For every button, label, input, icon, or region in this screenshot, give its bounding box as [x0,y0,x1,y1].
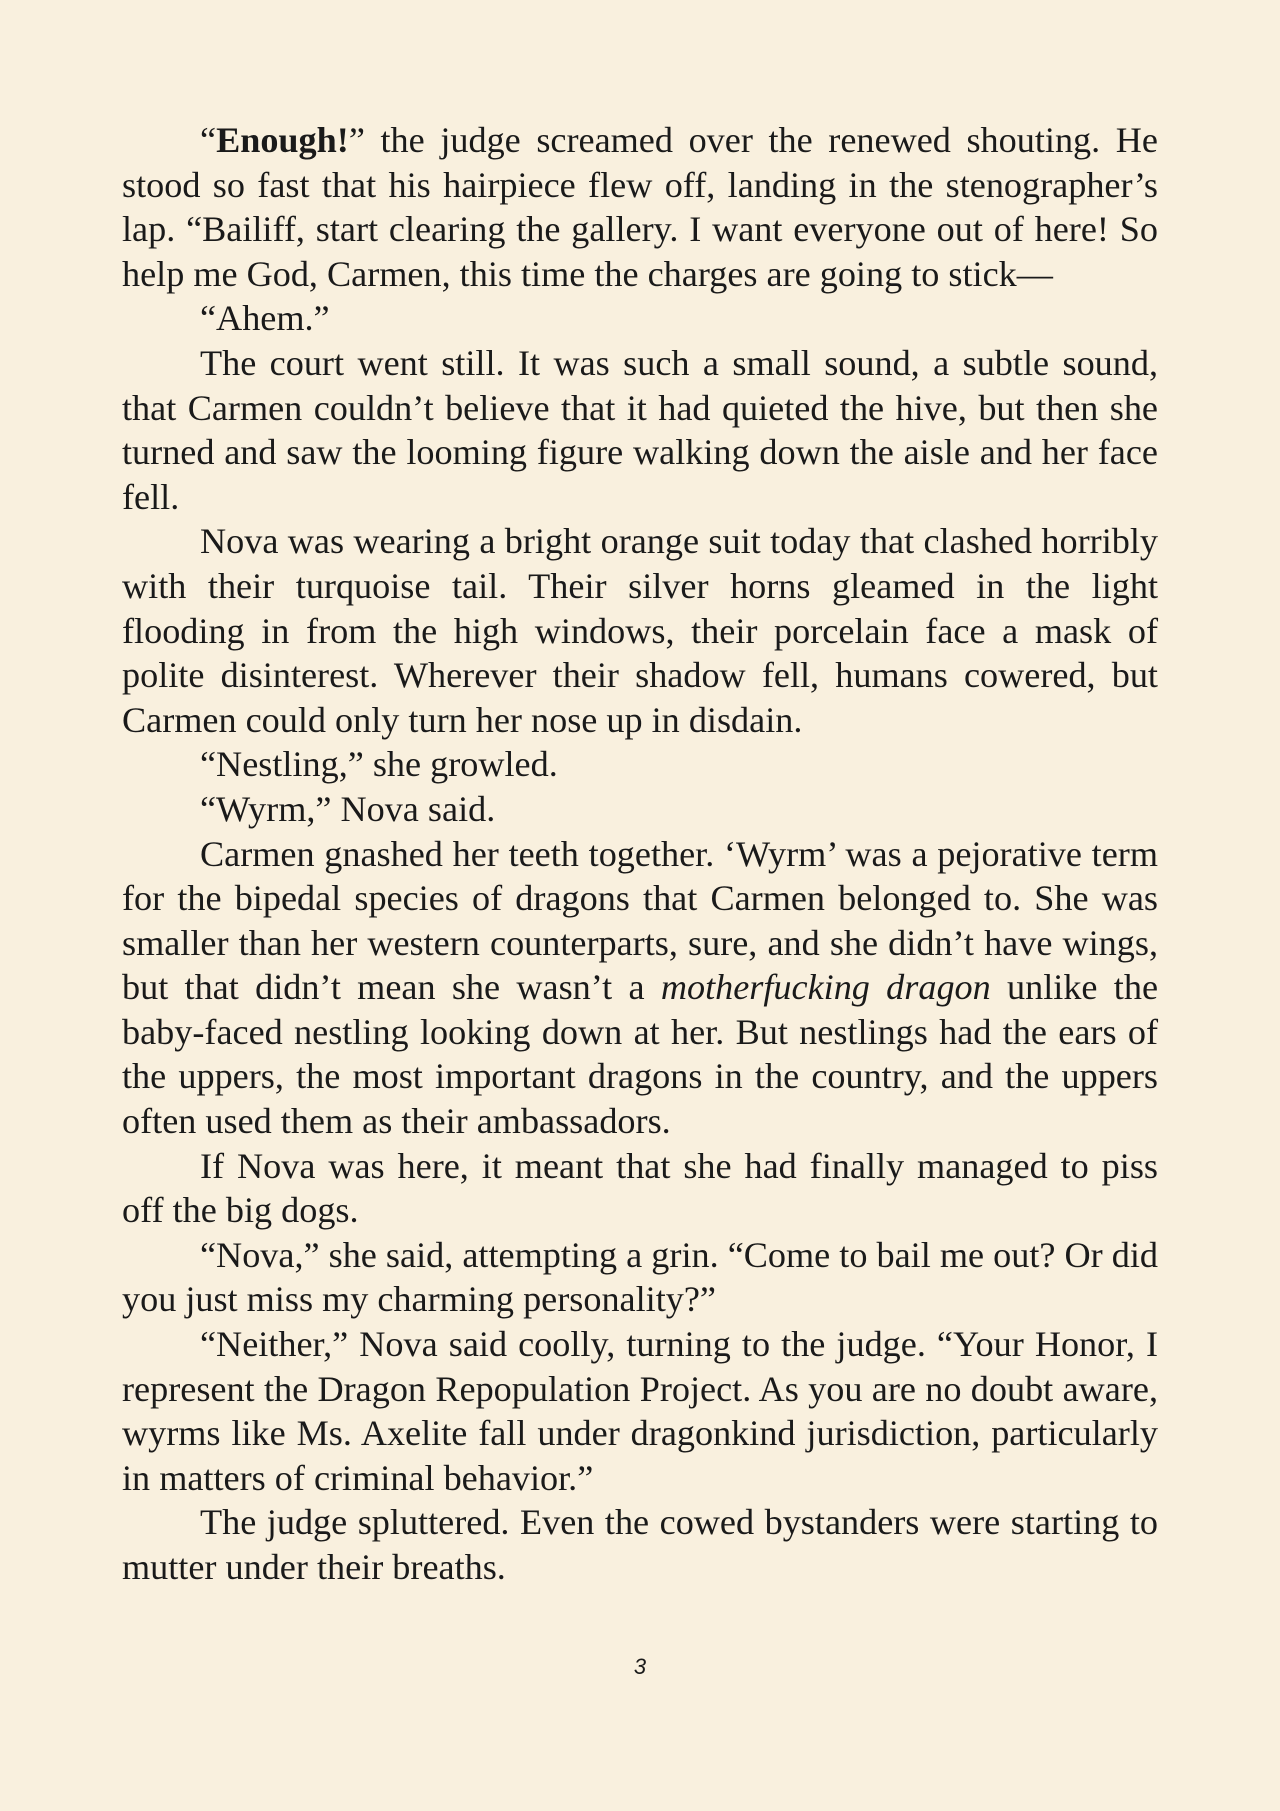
paragraph: “Nestling,” she growled. [200,744,558,785]
paragraph: “Ahem.” [200,298,330,339]
paragraph: Carmen gnashed her teeth together. ‘Wyrm’ was a pejorative term for the bipedal species of dragons that Carmen belonged to. She was smaller than her western counterparts, sure, and she didn’t have wings, but that didn’t mean she wasn’t a motherfucking dragon unlike the baby-faced nestling looking down at her. But nestlings had the ears of the uppers, the most important dragons in the country, and the uppers often used them as their ambassadors. [122,833,1159,1142]
paragraph: “Neither,” Nova said coolly, turning to the judge. “Your Honor, I represent the Dragon Repopulation Project. As you are no doubt aware, wyrms like Ms. Axelite fall under dragonkind jurisdiction, particularly in matters of criminal behavior.” [122,1324,1158,1498]
paragraph: The court went still. It was such a small sound, a subtle sound, that Carmen couldn’t believe that it had quieted the hive, but then she turned and saw the looming figure walking down the aisle and her face fell. [122,342,1158,517]
page-number: 3 [633,1654,647,1679]
page-body [122,118,1158,1590]
paragraph: If Nova was here, it meant that she had finally managed to piss off the big dogs. [122,1145,1158,1231]
paragraph: The judge spluttered. Even the cowed bystanders were starting to mutter under their breaths. [122,1502,1158,1587]
paragraph: Nova was wearing a bright orange suit today that clashed horribly with their turquoise tail. Their silver horns gleamed in the light flooding in from the high windows, their porcelain face a mask of polite disinterest. Wherever their shadow fell, humans cowered, but Carmen could only turn her nose up in disdain. [122,521,1158,740]
emphasis-italic: motherfucking dragon [660,967,991,1008]
emphasis-bold: Enough! [216,120,349,160]
paragraph: “Wyrm,” Nova said. [200,788,496,829]
paragraph: “Nova,” she said, attempting a grin. “Come to bail me out? Or did you just miss my charming personality?” [122,1234,1158,1320]
paragraph: “Enough!” the judge screamed over the renewed shouting. He stood so fast that his hairpiece flew off, landing in the stenographer’s lap. “Bailiff, start clearing the gallery. I want everyone out of here! So help me God, Carmen, this time the charges are going to stick— [122,120,1158,294]
